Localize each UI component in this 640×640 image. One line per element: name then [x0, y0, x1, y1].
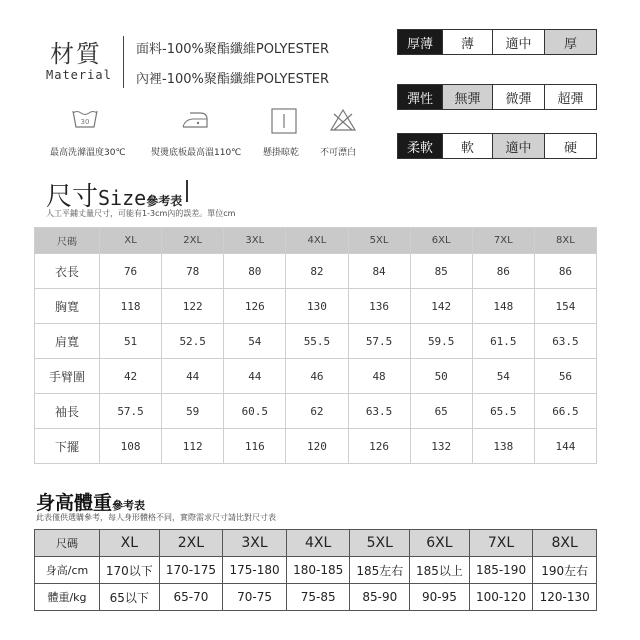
height-weight-title — [36, 488, 145, 515]
size-header-cell: 6XL — [410, 228, 472, 254]
softness-option-medium: 適中 — [492, 134, 544, 158]
row-label: 袖長 — [35, 394, 100, 429]
hw-table-header — [35, 530, 597, 557]
table-cell: 148 — [472, 289, 534, 324]
care-label-bleach: 不可漂白 — [320, 148, 357, 158]
elasticity-option-high: 超彈 — [544, 85, 596, 109]
table-cell: 122 — [162, 289, 224, 324]
table-cell: 86 — [472, 254, 534, 289]
table-cell: 170以下 — [100, 557, 160, 584]
size-header-cell: XL — [100, 228, 162, 254]
row-label: 胸寬 — [35, 289, 100, 324]
care-label-iron: 熨燙底板最高溫110℃ — [151, 148, 242, 158]
hw-header-cell: 8XL — [533, 530, 597, 557]
table-cell: 80 — [224, 254, 286, 289]
table-cell: 59.5 — [410, 324, 472, 359]
table-row — [35, 289, 597, 324]
row-label: 下擺 — [35, 429, 100, 464]
table-cell: 120 — [286, 429, 348, 464]
softness-option-soft: 軟 — [442, 134, 492, 158]
thickness-scale — [397, 29, 597, 55]
row-label: 身高/cm — [35, 557, 100, 584]
material-title: 材質 — [50, 40, 102, 68]
size-header-cell: 7XL — [472, 228, 534, 254]
softness-label: 柔軟 — [398, 134, 442, 158]
table-cell: 190左右 — [533, 557, 597, 584]
table-cell: 154 — [534, 289, 596, 324]
thickness-option-thick: 厚 — [544, 30, 596, 54]
table-cell: 86 — [534, 254, 596, 289]
size-header-cell: 4XL — [286, 228, 348, 254]
size-title-bar — [186, 180, 188, 202]
hw-header-cell: 7XL — [469, 530, 533, 557]
size-header-cell: 8XL — [534, 228, 596, 254]
softness-option-hard: 硬 — [544, 134, 596, 158]
table-cell: 44 — [162, 359, 224, 394]
table-cell: 55.5 — [286, 324, 348, 359]
table-row — [35, 429, 597, 464]
size-header-label: 尺碼 — [35, 228, 100, 254]
material-subtitle: Material — [46, 68, 112, 82]
table-cell: 85 — [410, 254, 472, 289]
wash-30-icon — [72, 108, 98, 130]
hw-header-cell: 5XL — [350, 530, 410, 557]
material-divider — [123, 36, 124, 88]
size-chart-note: 人工平鋪丈量尺寸，可能有1-3cm內的誤差。單位cm — [46, 209, 236, 218]
thickness-option-medium: 適中 — [492, 30, 544, 54]
table-cell: 57.5 — [348, 324, 410, 359]
table-row — [35, 324, 597, 359]
height-weight-note: 此表僅供選購參考，每人身形體格不同，實際需求尺寸請比對尺寸表 — [36, 513, 276, 522]
table-cell: 50 — [410, 359, 472, 394]
table-cell: 118 — [100, 289, 162, 324]
iron-icon — [180, 108, 210, 130]
table-cell: 65.5 — [472, 394, 534, 429]
hw-title-suffix: 參考表 — [112, 499, 146, 512]
table-cell: 175-180 — [223, 557, 287, 584]
hw-header-cell: XL — [100, 530, 160, 557]
elasticity-label: 彈性 — [398, 85, 442, 109]
size-header-cell: 2XL — [162, 228, 224, 254]
size-title-suffix: 參考表 — [146, 194, 183, 208]
hw-header-cell: 6XL — [410, 530, 470, 557]
table-cell: 44 — [224, 359, 286, 394]
lining-line: 內裡-100%聚酯纖維POLYESTER — [136, 72, 330, 87]
elasticity-scale — [397, 84, 597, 110]
table-row — [35, 584, 597, 611]
row-label: 體重/kg — [35, 584, 100, 611]
size-table — [34, 227, 597, 464]
hw-title-main: 身高體重 — [36, 492, 113, 514]
hw-header-cell: 2XL — [159, 530, 223, 557]
table-cell: 120-130 — [533, 584, 597, 611]
care-label-wash: 最高洗滌溫度30℃ — [50, 148, 126, 158]
thickness-label: 厚薄 — [398, 30, 442, 54]
thickness-option-thin: 薄 — [442, 30, 492, 54]
table-cell: 65-70 — [159, 584, 223, 611]
hw-header-label: 尺碼 — [35, 530, 100, 557]
table-cell: 59 — [162, 394, 224, 429]
row-label: 肩寬 — [35, 324, 100, 359]
table-cell: 108 — [100, 429, 162, 464]
table-cell: 62 — [286, 394, 348, 429]
table-cell: 42 — [100, 359, 162, 394]
table-cell: 61.5 — [472, 324, 534, 359]
table-cell: 85-90 — [350, 584, 410, 611]
table-cell: 90-95 — [410, 584, 470, 611]
table-cell: 75-85 — [286, 584, 350, 611]
table-cell: 126 — [348, 429, 410, 464]
table-cell: 78 — [162, 254, 224, 289]
table-cell: 82 — [286, 254, 348, 289]
table-cell: 54 — [472, 359, 534, 394]
table-cell: 63.5 — [534, 324, 596, 359]
table-row — [35, 557, 597, 584]
table-cell: 65以下 — [100, 584, 160, 611]
table-cell: 136 — [348, 289, 410, 324]
size-title-en: Size — [98, 186, 147, 210]
table-cell: 70-75 — [223, 584, 287, 611]
row-label: 手臂圍 — [35, 359, 100, 394]
table-cell: 63.5 — [348, 394, 410, 429]
size-header-cell: 3XL — [224, 228, 286, 254]
table-cell: 112 — [162, 429, 224, 464]
table-cell: 185以上 — [410, 557, 470, 584]
size-table-header — [35, 228, 597, 254]
table-cell: 56 — [534, 359, 596, 394]
hw-header-cell: 4XL — [286, 530, 350, 557]
table-cell: 48 — [348, 359, 410, 394]
table-cell: 46 — [286, 359, 348, 394]
table-cell: 100-120 — [469, 584, 533, 611]
table-cell: 60.5 — [224, 394, 286, 429]
table-cell: 66.5 — [534, 394, 596, 429]
no-bleach-icon — [330, 108, 356, 132]
hang-dry-icon — [271, 108, 297, 134]
size-title-zh: 尺寸 — [46, 182, 99, 212]
table-cell: 57.5 — [100, 394, 162, 429]
table-cell: 170-175 — [159, 557, 223, 584]
height-weight-table — [34, 529, 597, 611]
elasticity-option-none: 無彈 — [442, 85, 492, 109]
table-cell: 144 — [534, 429, 596, 464]
table-cell: 54 — [224, 324, 286, 359]
care-label-hang: 懸掛晾乾 — [263, 148, 300, 158]
table-cell: 84 — [348, 254, 410, 289]
table-cell: 132 — [410, 429, 472, 464]
table-row — [35, 394, 597, 429]
hw-header-cell: 3XL — [223, 530, 287, 557]
elasticity-option-slight: 微彈 — [492, 85, 544, 109]
table-row — [35, 254, 597, 289]
wash-temp: 30 — [80, 118, 90, 126]
table-cell: 130 — [286, 289, 348, 324]
row-label: 衣長 — [35, 254, 100, 289]
size-header-cell: 5XL — [348, 228, 410, 254]
table-cell: 76 — [100, 254, 162, 289]
table-cell: 51 — [100, 324, 162, 359]
table-cell: 180-185 — [286, 557, 350, 584]
table-cell: 185左右 — [350, 557, 410, 584]
table-cell: 65 — [410, 394, 472, 429]
table-cell: 185-190 — [469, 557, 533, 584]
table-cell: 142 — [410, 289, 472, 324]
table-cell: 138 — [472, 429, 534, 464]
table-cell: 116 — [224, 429, 286, 464]
fabric-line: 面料-100%聚酯纖維POLYESTER — [136, 42, 330, 57]
softness-scale — [397, 133, 597, 159]
table-cell: 52.5 — [162, 324, 224, 359]
table-cell: 126 — [224, 289, 286, 324]
table-row — [35, 359, 597, 394]
